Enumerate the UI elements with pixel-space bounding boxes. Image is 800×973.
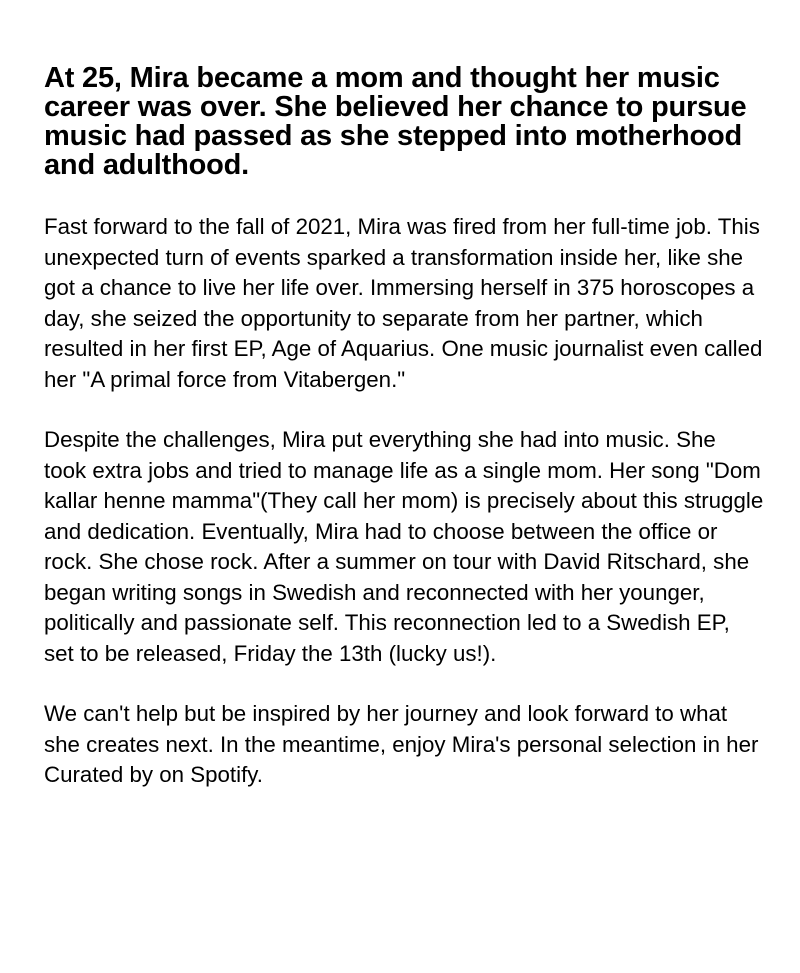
article-paragraph-1: Fast forward to the fall of 2021, Mira was fired from her full-time job. This unexpected turn of events sparked a transformation inside her, like she got a chance to live her life over. Immersing herself in 375 horoscopes a day, she seized the opportunity to separate from her partner, which resulted in her first EP, Age of Aquarius. One music journalist even called her "A primal force from Vitabergen.": [44, 214, 763, 392]
article-headline: At 25, Mira became a mom and thought her music career was over. She believed her chance to pursue music had passed as she stepped into motherhood and adulthood.: [44, 62, 747, 181]
article: [44, 64, 764, 821]
article-paragraph-3: We can't help but be inspired by her journey and look forward to what she creates next. In the meantime, enjoy Mira's personal selection in her Curated by on Spotify.: [44, 701, 759, 787]
article-paragraph-2: Despite the challenges, Mira put everything she had into music. She took extra jobs and tried to manage life as a single mom. Her song "Dom kallar henne mamma"(They call her mom) is precisely about this struggle and dedication. Eventually, Mira had to choose between the office or rock. She chose rock. After a summer on tour with David Ritschard, she began writing songs in Swedish and reconnected with her younger, politically and passionate self. This reconnection led to a Swedish EP, set to be released, Friday the 13th (lucky us!).: [44, 427, 764, 666]
